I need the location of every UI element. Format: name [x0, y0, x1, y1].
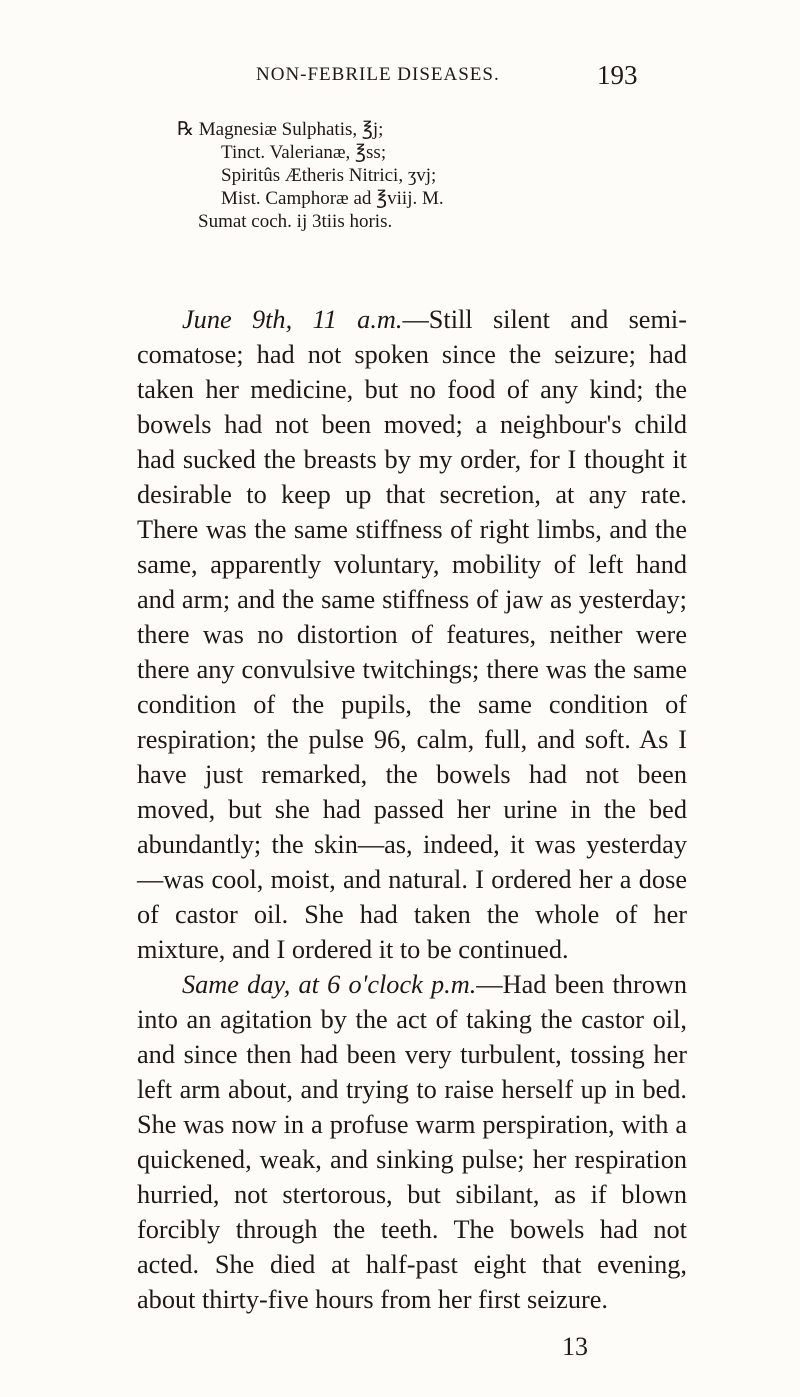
paragraph-lead: Same day, at 6 o'clock p.m. [182, 970, 477, 999]
prescription-directions: Sumat coch. ij 3tiis horis. [198, 211, 393, 232]
signature-mark: 13 [562, 1332, 588, 1361]
prescription-line: Mist. Camphoræ ad ℥viij. M. [221, 188, 444, 209]
paragraph-text: —Had been thrown into an agitation by the act of taking the castor oil, and since then had been very turbulent, tossing her left arm about, and trying to raise herself up in bed. She was now in a profuse warm perspiration, with a quickened, weak, and sinking pulse; her respiration hurried, not stertorous, but sibilant, as if blown forcibly through the teeth. The bowels had not acted. She died at half-past eight that evening, about thirty-five hours from her first seizure. [137, 970, 687, 1314]
running-head: NON-FEBRILE DISEASES. [256, 64, 500, 85]
paragraph-lead: June 9th, 11 a.m. [182, 305, 403, 334]
paragraph-same-day-evening [137, 967, 687, 1317]
page-header [0, 60, 800, 100]
page-number: 193 [597, 60, 638, 90]
prescription-block [177, 118, 697, 233]
prescription-line: Spiritûs Ætheris Nitrici, ʒvj; [221, 165, 437, 186]
paragraph-june-9th [137, 302, 687, 967]
paragraph-text: —Still silent and semi-comatose; had not spoken since the seizure; had taken her medicine, but no food of any kind; the bowels had not been moved; a neighbour's child had sucked the breasts by my order, for I thought it desirable to keep up that secretion, at any rate. There was the same stiffness of right limbs, and the same, apparently voluntary, mobility of left hand and arm; and the same stiffness of jaw as yesterday; there was no distortion of features, neither were there any convulsive twitchings; there was the same condition of the pupils, the same condition of respiration; the pulse 96, calm, full, and soft. As I have just remarked, the bowels had not been moved, but she had passed her urine in the bed abundantly; the skin—as, indeed, it was yesterday—was cool, moist, and natural. I ordered her a dose of castor oil. She had taken the whole of her mixture, and I ordered it to be continued. [137, 305, 687, 964]
prescription-line: ℞ Magnesiæ Sulphatis, ℥j; [177, 119, 384, 140]
body-text [137, 302, 687, 1317]
prescription-line: Tinct. Valerianæ, ℥ss; [221, 142, 387, 163]
